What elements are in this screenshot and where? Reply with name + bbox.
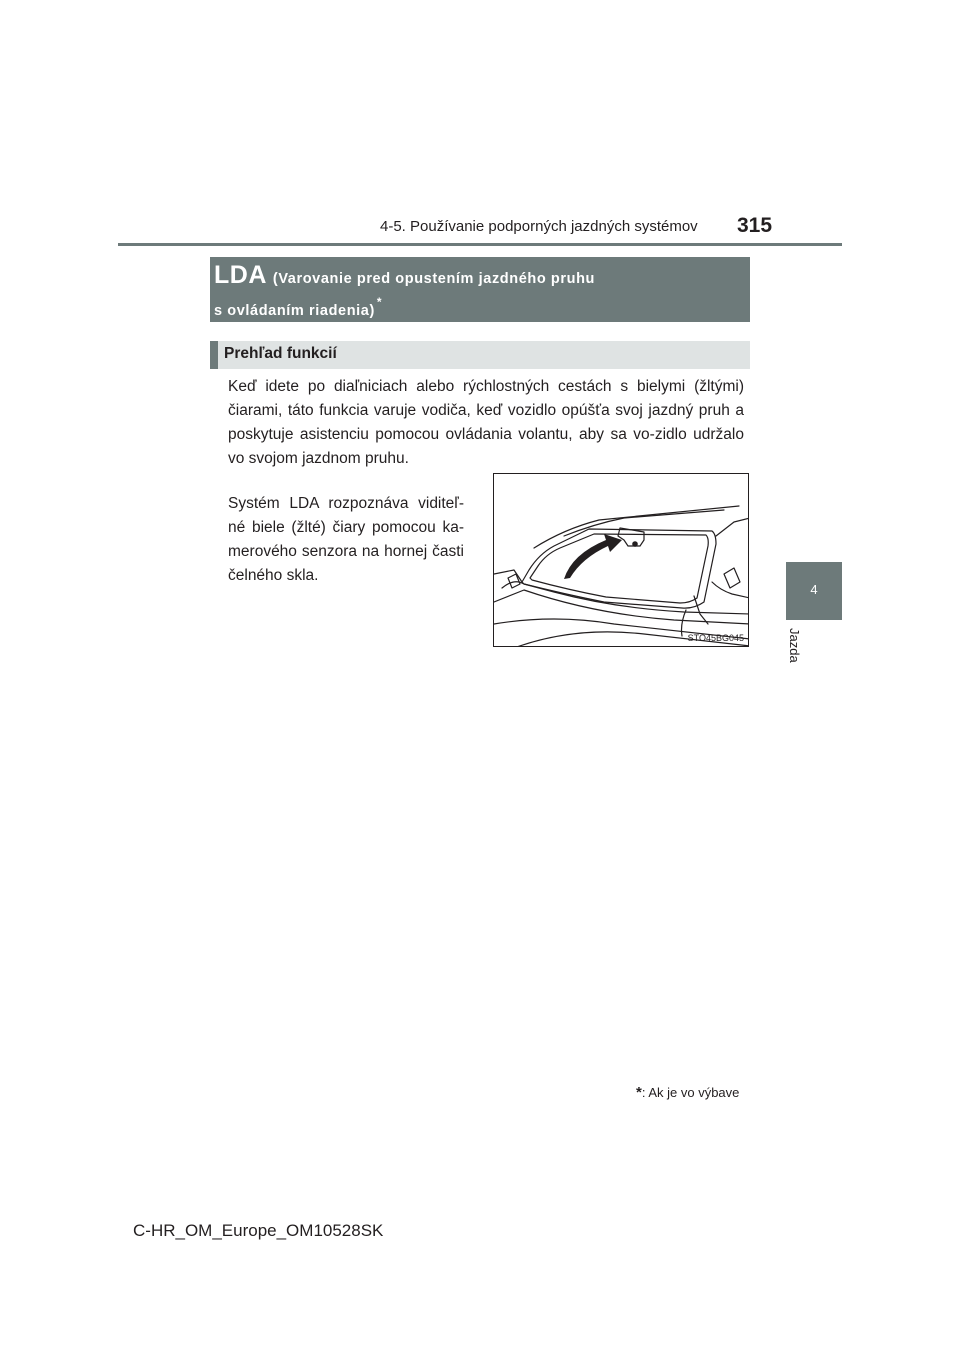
chapter-number: 4 <box>810 582 818 597</box>
subsection-accent <box>210 341 218 369</box>
windshield-illustration <box>494 474 749 647</box>
chapter-tab <box>786 562 842 620</box>
page-number: 315 <box>737 214 773 237</box>
chapter-label: Jazda <box>787 628 802 663</box>
subsection-header <box>210 341 750 369</box>
subsection-title: Prehľad funkcií <box>224 345 337 362</box>
header-rule <box>118 243 842 246</box>
title-subtitle-line2: s ovládaním riadenia) <box>214 303 375 319</box>
document-id: C-HR_OM_Europe_OM10528SK <box>133 1221 384 1240</box>
section-title: 4-5. Používanie podporných jazdných systémov <box>380 218 698 235</box>
title-subtitle-line1: (Varovanie pred opustením jazdného pruhu <box>272 271 595 287</box>
figure-code: STO45BG045 <box>687 633 744 643</box>
title-asterisk: * <box>376 295 383 309</box>
footnote-text: : Ak je vo výbave <box>641 1085 740 1100</box>
windshield-camera-figure <box>493 473 749 647</box>
title-box <box>210 257 750 322</box>
footnote-mark: * <box>636 1084 642 1101</box>
body-paragraph-2: Systém LDA rozpoznáva viditeľ-né biele (žlté) čiary pomocou ka-merového senzora na hornej časti čelného skla. <box>228 495 464 584</box>
body-paragraph-1: Keď idete po diaľniciach alebo rýchlostných cestách s bielymi (žltými) čiarami, táto funkcia varuje vodiča, keď vozidlo opúšťa svoj jazdný pruh a poskytuje asistenciu pomocou ovládania volantu, aby sa vo-zidlo udržalo vo svojom jazdnom pruhu. <box>228 378 744 467</box>
footnote <box>636 1084 739 1101</box>
title-main: LDA <box>214 261 267 289</box>
